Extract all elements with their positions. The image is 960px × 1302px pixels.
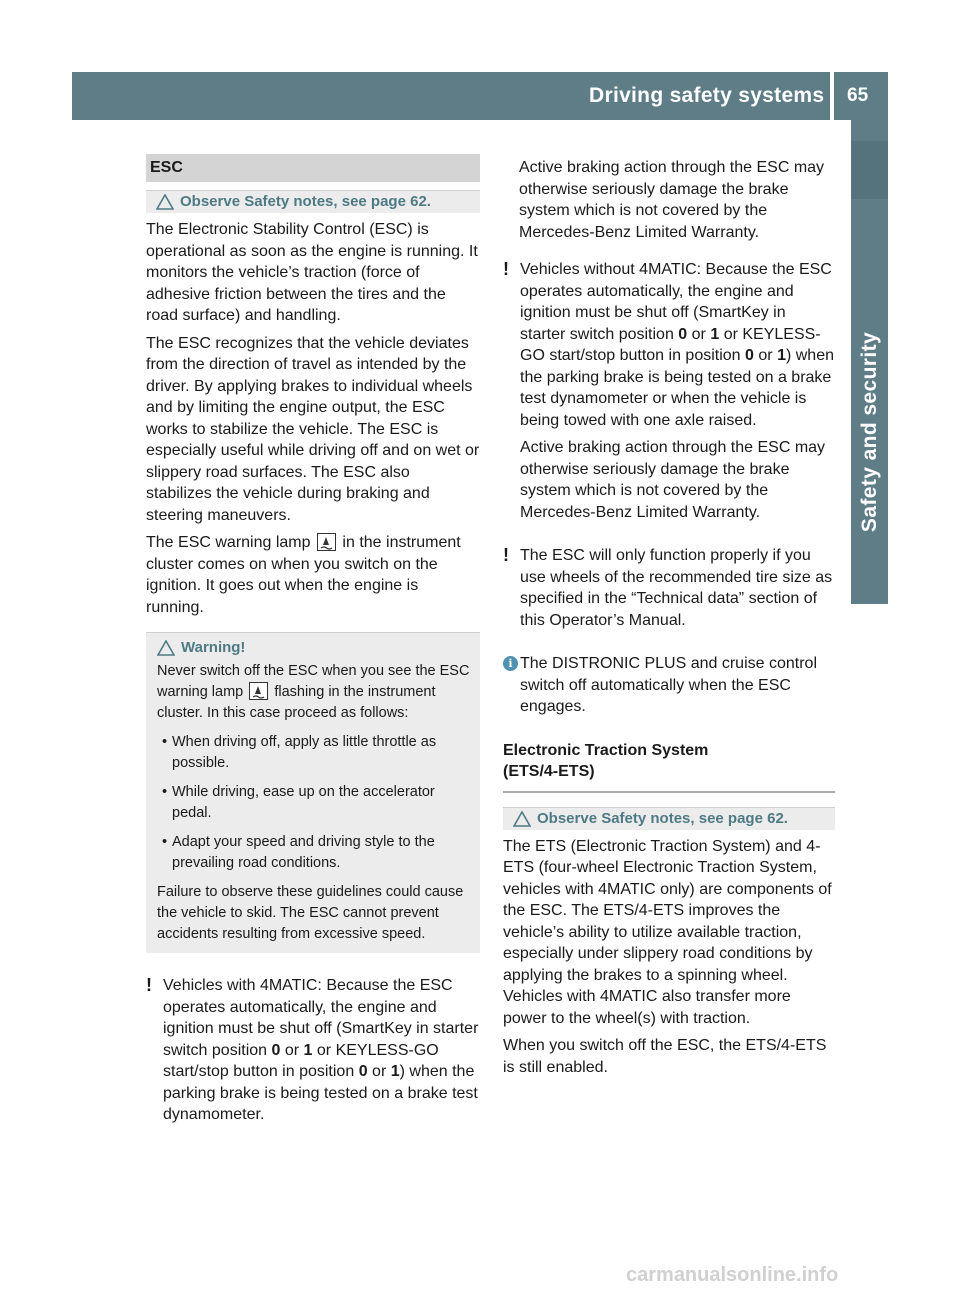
text-run: The ESC warning lamp — [146, 534, 311, 551]
text-run: 0 — [678, 325, 688, 343]
exclamation-icon: ! — [503, 545, 509, 565]
text-run: flashing in the instrument cluster. In this case proceed as follows: — [157, 684, 436, 721]
text-run: or KEYLESS-GO start/stop button in position — [163, 1041, 439, 1080]
warning-triangle-icon — [156, 194, 174, 210]
text-run: or KEYLESS-GO start/stop button in position — [520, 325, 821, 364]
heading-line: Electronic Traction System — [503, 741, 709, 759]
text-run: 0 — [745, 347, 754, 364]
text-run: 1 — [390, 1063, 400, 1080]
warning-triangle-icon — [157, 640, 175, 656]
text-run: 1 — [303, 1041, 313, 1059]
paragraph: The ESC recognizes that the vehicle deviates from the direction of travel as intended by the driver. By applying brakes to individual wheels and by limiting the engine output, the ESC works to stabilize the vehicle. The ESC is especially useful while driving off and on wet or slippery road surfaces. The ESC also stabilizes the vehicle during braking and steering maneuvers. — [146, 334, 480, 524]
chapter-label — [852, 262, 888, 602]
section-heading-ets — [503, 740, 835, 793]
safety-note-text: Observe Safety notes, see page 62. — [537, 809, 788, 827]
warning-bullet: • Adapt your speed and driving style to the prevailing road conditions. — [157, 832, 470, 874]
warning-title — [157, 637, 470, 658]
info-icon: i — [503, 656, 518, 671]
heading-line: (ETS/4-ETS) — [503, 763, 595, 780]
caution-note — [146, 975, 480, 1126]
warning-triangle-icon — [513, 811, 531, 827]
safety-note-text: Observe Safety notes, see page 62. — [180, 193, 431, 210]
running-header-title: Driving safety systems — [589, 84, 825, 107]
safety-note — [146, 190, 480, 213]
exclamation-icon: ! — [503, 259, 509, 279]
text-run: 1 — [710, 325, 720, 343]
caution-note — [503, 259, 835, 523]
paragraph: The ETS (Electronic Traction System) and 4-ETS (four-wheel Electronic Traction System, vehicles with 4MATIC only) are components of the ESC. The ETS/4-ETS improves the vehicle’s ability to utilize available traction, especially under slippery road conditions by applying the brakes to a spinning wheel. Vehicles with 4MATIC also transfer more power to the wheel(s) with traction. — [503, 837, 832, 1027]
info-note — [503, 653, 835, 718]
text-run: 1 — [777, 347, 786, 364]
text-run: The DISTRONIC PLUS and cruise control switch off automatically when the ESC engages. — [520, 655, 817, 715]
text-run: 0 — [358, 1063, 368, 1080]
text-run: 0 — [271, 1041, 281, 1059]
watermark: carmanualsonline.info — [626, 1264, 839, 1286]
right-column-continuation — [503, 157, 835, 243]
text-run: or — [691, 325, 706, 343]
text-run: ) when the parking brake is being tested on a brake test dynamometer. — [163, 1063, 478, 1123]
paragraph: Active braking action through the ESC may otherwise seriously damage the brake system which is not covered by the Mercedes-Benz Limited Warranty. — [519, 159, 825, 241]
warning-intro — [157, 661, 470, 724]
text-run: Never switch off the ESC when you see the ESC warning lamp — [157, 663, 470, 700]
warning-box — [146, 632, 480, 953]
paragraph — [146, 532, 480, 618]
exclamation-icon: ! — [146, 975, 152, 995]
text-run: Vehicles without 4MATIC: Because the ESC operates automatically, the engine and ignition must be shut off (SmartKey in starter switch position — [520, 261, 832, 343]
chapter-label-text: Safety and security — [858, 331, 881, 533]
right-column — [503, 237, 835, 1084]
text-run: ) when the parking brake is being tested on a brake test dynamometer or when the vehicle is being towed with one axle raised. — [520, 347, 834, 429]
esc-warning-lamp-icon — [317, 533, 336, 551]
warning-bullet: • When driving off, apply as little throttle as possible. — [157, 732, 470, 774]
text-run: The ESC will only function properly if you use wheels of the recommended tire size as specified in the “Technical data” section of this Operator’s Manual. — [520, 547, 833, 629]
text-run: or — [372, 1063, 387, 1080]
paragraph: The Electronic Stability Control (ESC) is operational as soon as the engine is running. It monitors the vehicle’s traction (force of adhesive friction between the tires and the road surface) and handling. — [146, 221, 478, 324]
header-divider — [830, 72, 834, 120]
warning-outro: Failure to observe these guidelines could cause the vehicle to skid. The ESC cannot prevent accidents resulting from excessive speed. — [157, 884, 464, 942]
text-run: Vehicles with 4MATIC: Because the ESC operates automatically, the engine and ignition must be shut off (SmartKey in starter switch position — [163, 977, 479, 1059]
chapter-side-tab-marker — [851, 141, 888, 199]
caution-note — [503, 545, 835, 631]
text-run: in the instrument cluster comes on when you switch on the ignition. It goes out when the engine is running. — [146, 534, 461, 616]
section-heading-esc: ESC — [146, 154, 480, 182]
warning-bullet: • While driving, ease up on the accelerator pedal. — [157, 782, 470, 824]
warning-title-text: Warning! — [181, 639, 246, 656]
paragraph: When you switch off the ESC, the ETS/4-ETS is still enabled. — [503, 1037, 827, 1076]
paragraph: Active braking action through the ESC may otherwise seriously damage the brake system which is not covered by the Mercedes-Benz Limited Warranty. — [520, 439, 826, 521]
text-run: or — [758, 347, 773, 364]
page-number: 65 — [847, 85, 869, 106]
esc-warning-lamp-icon — [249, 682, 268, 700]
safety-note — [503, 807, 835, 830]
text-run: or — [284, 1041, 300, 1059]
left-column — [146, 154, 480, 1126]
